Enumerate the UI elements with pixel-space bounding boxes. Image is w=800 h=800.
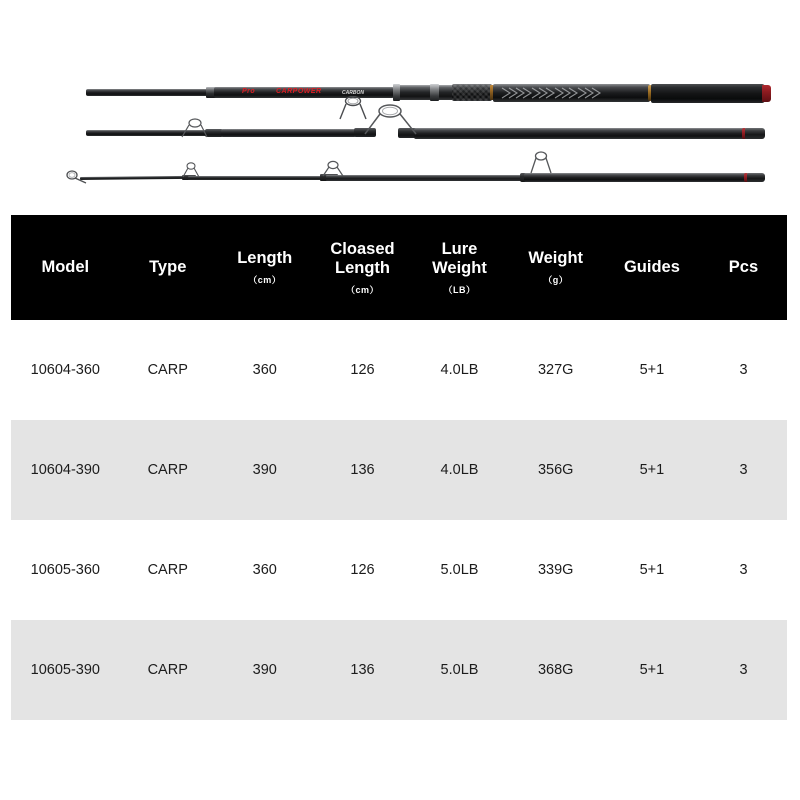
cell-type: CARP	[147, 562, 188, 578]
rod-blank-center-segment	[221, 129, 356, 137]
line-guide-tip-3	[524, 145, 558, 182]
table-row	[11, 520, 787, 620]
rod-section-mid	[0, 118, 800, 150]
cell-length: 360	[252, 562, 277, 578]
table-row	[11, 420, 787, 520]
column-header-model-label: Model	[41, 258, 90, 277]
column-header-weight-label: Weight	[528, 249, 584, 268]
cell-pcs: 3	[739, 362, 748, 378]
cell-lure-weight: 5.0LB	[440, 562, 479, 578]
cell-closed-length: 136	[350, 462, 375, 478]
column-header-length	[216, 249, 314, 285]
cell-lure-weight: 4.0LB	[440, 362, 479, 378]
table-row	[11, 320, 787, 420]
column-header-type	[120, 258, 216, 277]
column-header-weight	[508, 249, 604, 285]
cell-model: 10605-360	[30, 562, 100, 578]
rod-blank-tip-segment-2	[188, 176, 328, 180]
column-header-length-unit: （cm）	[248, 275, 282, 286]
cell-guides: 5+1	[639, 362, 665, 378]
rod-blank-rear-segment	[493, 84, 613, 102]
column-header-model	[11, 258, 120, 277]
ferrule-joint-end-tip	[747, 173, 765, 182]
line-guide-mid-section-large	[360, 104, 420, 143]
cell-type: CARP	[147, 362, 188, 378]
column-header-pcs	[700, 258, 787, 277]
cell-weight: 327G	[537, 362, 574, 378]
line-guide-tip-2	[318, 156, 348, 185]
column-header-weight-unit: （g）	[543, 275, 569, 286]
specification-table	[11, 215, 787, 720]
cell-guides: 5+1	[639, 662, 665, 678]
ferrule-joint-end	[745, 128, 765, 139]
rear-grip	[651, 84, 765, 103]
cell-length: 360	[252, 362, 277, 378]
column-header-lure-weight-unit: （LB）	[443, 284, 476, 295]
cell-length: 390	[252, 662, 277, 678]
cell-pcs: 3	[739, 662, 748, 678]
line-guide-mid-section-small	[178, 118, 212, 145]
column-header-closed-length	[314, 240, 412, 295]
table-row	[11, 620, 787, 720]
cell-closed-length: 136	[350, 662, 375, 678]
column-header-closed-length-label: Cloased Length	[330, 239, 395, 277]
rod-blank-right-segment	[414, 128, 750, 139]
rod-blank-tip-segment	[80, 176, 190, 180]
cell-length: 390	[252, 462, 277, 478]
column-header-type-label: Type	[149, 258, 187, 277]
tip-top-guide	[66, 170, 88, 193]
column-header-lure-weight	[411, 240, 507, 295]
column-header-pcs-label: Pcs	[728, 258, 759, 277]
column-header-length-label: Length	[237, 249, 293, 268]
cell-weight: 356G	[537, 462, 574, 478]
rod-blank-rear-segment-2	[610, 84, 650, 102]
reel-seat-ring-front	[393, 84, 400, 101]
cell-type: CARP	[147, 462, 188, 478]
cell-guides: 5+1	[639, 562, 665, 578]
cell-closed-length: 126	[350, 362, 375, 378]
product-image	[0, 0, 800, 205]
decal-secondary-text: Pro	[242, 88, 256, 95]
cell-model: 10604-360	[30, 362, 100, 378]
cell-lure-weight: 4.0LB	[440, 462, 479, 478]
cell-pcs: 3	[739, 562, 748, 578]
decal-small-text: CARBON	[342, 90, 364, 96]
column-header-guides	[604, 258, 700, 277]
cell-pcs: 3	[739, 462, 748, 478]
cell-lure-weight: 5.0LB	[440, 662, 479, 678]
rod-blank-thin-segment	[86, 89, 216, 96]
cell-type: CARP	[147, 662, 188, 678]
cell-weight: 339G	[537, 562, 574, 578]
decal-primary-text: CARPOWER	[276, 88, 322, 95]
column-header-guides-label: Guides	[623, 258, 680, 277]
rod-section-tip	[0, 158, 800, 192]
cell-model: 10604-390	[30, 462, 100, 478]
table-header-row	[11, 215, 787, 320]
butt-cap	[762, 85, 771, 102]
cell-weight: 368G	[537, 662, 574, 678]
cell-model: 10605-390	[30, 662, 100, 678]
cell-guides: 5+1	[639, 462, 665, 478]
fore-grip	[452, 84, 492, 101]
reel-seat-ring-rear	[430, 84, 439, 101]
rod-blank-tip-segment-3	[326, 175, 526, 181]
column-header-lure-weight-label: Lure Weight	[432, 239, 487, 277]
column-header-closed-length-unit: （cm）	[345, 284, 379, 295]
cell-closed-length: 126	[350, 562, 375, 578]
rod-blank-tip-segment-4	[524, 173, 754, 182]
reel-seat	[393, 85, 455, 100]
line-guide-tip-1	[178, 156, 204, 185]
